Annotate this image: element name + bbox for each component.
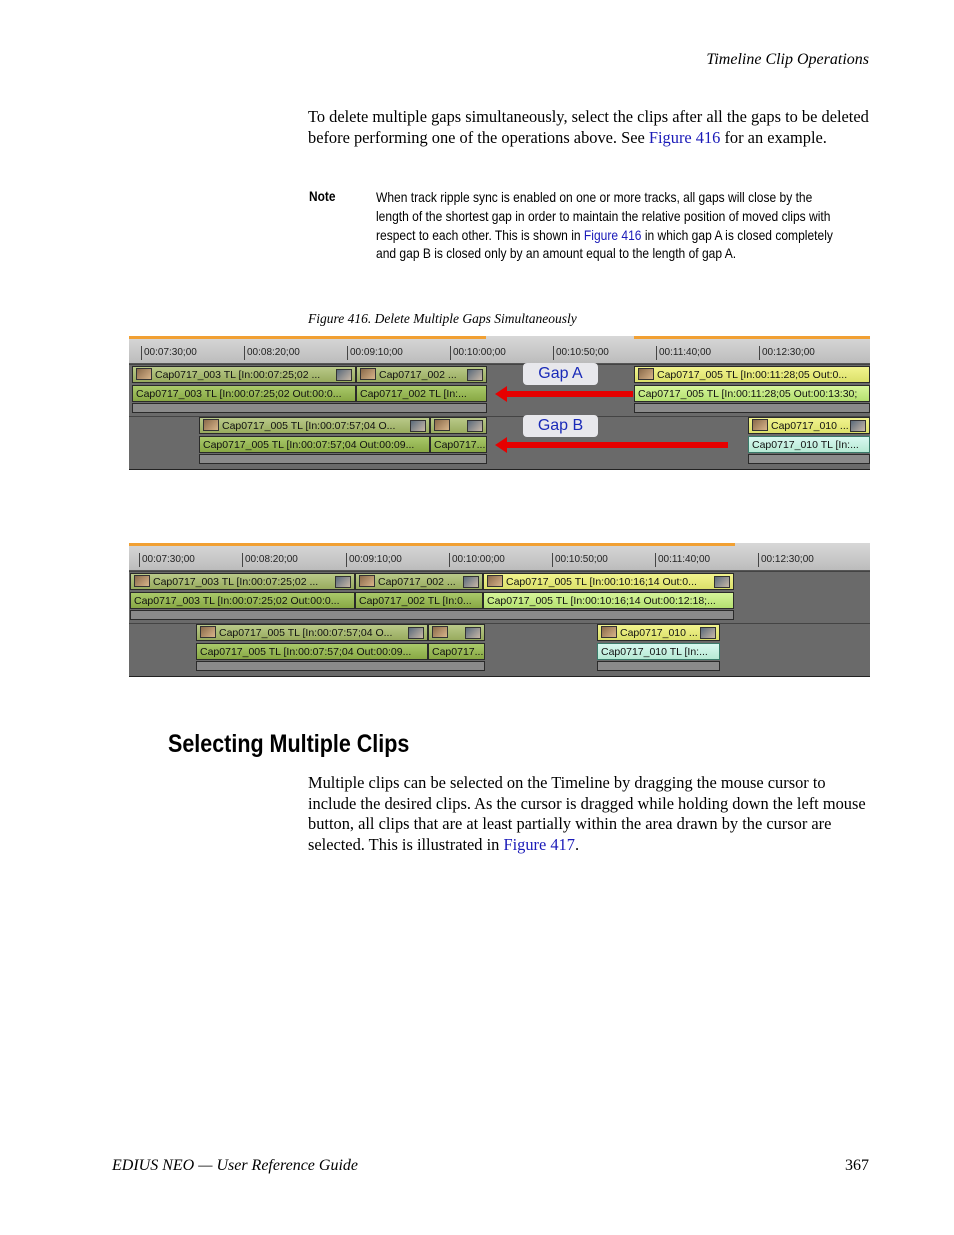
- clip-thumbnail-icon: [638, 368, 654, 380]
- clip-thumbnail-icon: [467, 369, 483, 381]
- running-header: Timeline Clip Operations: [706, 51, 869, 68]
- figure-417-link[interactable]: Figure 417: [503, 834, 575, 854]
- clip-video[interactable]: [428, 624, 485, 641]
- clip-video[interactable]: Cap0717_010 ...: [748, 417, 870, 434]
- gap-b-arrow-line: [505, 442, 728, 448]
- page-number: 367: [845, 1157, 869, 1174]
- clip-thumbnail-icon: [432, 626, 448, 638]
- clip-video[interactable]: Cap0717_003 TL [In:00:07:25;02 ...: [130, 573, 355, 590]
- clip-audio[interactable]: Cap0717_005 TL [In:00:07:57;04 Out:00:09...: [196, 643, 428, 660]
- figure-416-link[interactable]: Figure 416: [648, 127, 721, 147]
- clip-audio[interactable]: Cap0717...: [428, 643, 485, 660]
- note-text-1: When track ripple sync is enabled on one or more tracks, all gaps will close by the length of the shortest gap in order to maintain the relative position of moved clips with respect to each other. This is shown in: [376, 189, 831, 243]
- ruler-tick: 00:10:00;00: [450, 346, 506, 360]
- clip-thumbnail-icon: [463, 576, 479, 588]
- clip-thumbnail-icon: [359, 575, 375, 587]
- note-text: [376, 188, 840, 263]
- clip-audio[interactable]: Cap0717_005 TL [In:00:11:28;05 Out:00:13:30;: [634, 385, 870, 402]
- time-ruler: [129, 543, 870, 571]
- clip-thumbnail-icon: [752, 419, 768, 431]
- clip-thumbnail-icon: [203, 419, 219, 431]
- clip-bar: [597, 661, 720, 671]
- clip-thumbnail-icon: [601, 626, 617, 638]
- clip-bar: [634, 403, 870, 413]
- clip-thumbnail-icon: [410, 420, 426, 432]
- ruler-tick: 00:10:50;00: [552, 553, 608, 567]
- footer-title: EDIUS NEO — User Reference Guide: [112, 1157, 359, 1174]
- clip-thumbnail-icon: [465, 627, 481, 639]
- clip-audio[interactable]: Cap0717_005 TL [In:00:07:57;04 Out:00:09...: [199, 436, 430, 453]
- ruler-tick: 00:10:50;00: [553, 346, 609, 360]
- clip-thumbnail-icon: [408, 627, 424, 639]
- clip-bar: [748, 454, 870, 464]
- clip-video[interactable]: Cap0717_010 ...: [597, 624, 720, 641]
- clip-thumbnail-icon: [467, 420, 483, 432]
- clip-bar: [130, 610, 734, 620]
- intro-text-1: To delete multiple gaps simultaneously, select the clips after all the gaps to be deleted before performing one of the operations above. See: [308, 107, 869, 147]
- ruler-tick: 00:09:10;00: [346, 553, 402, 567]
- gap-b-label: Gap B: [523, 415, 598, 437]
- ruler-tick: 00:10:00;00: [449, 553, 505, 567]
- ruler-tick: 00:12:30;00: [759, 346, 815, 360]
- clip-video[interactable]: Cap0717_005 TL [In:00:07:57;04 O...: [196, 624, 428, 641]
- clip-video[interactable]: Cap0717_002 ...: [355, 573, 483, 590]
- clip-thumbnail-icon: [134, 575, 150, 587]
- clip-thumbnail-icon: [487, 575, 503, 587]
- clip-audio[interactable]: Cap0717...: [430, 436, 487, 453]
- clip-video[interactable]: Cap0717_002 ...: [356, 366, 487, 383]
- clip-video[interactable]: [430, 417, 487, 434]
- clip-audio[interactable]: Cap0717_002 TL [In:0...: [355, 592, 483, 609]
- gap-a-label: Gap A: [523, 363, 598, 385]
- ruler-tick: 00:08:20;00: [242, 553, 298, 567]
- ruler-tick: 00:12:30;00: [758, 553, 814, 567]
- clip-video[interactable]: Cap0717_005 TL [In:00:11:28;05 Out:0...: [634, 366, 870, 383]
- timeline-after: [129, 543, 870, 677]
- clip-bar: [196, 661, 485, 671]
- clip-video[interactable]: Cap0717_005 TL [In:00:07:57;04 O...: [199, 417, 430, 434]
- clip-thumbnail-icon: [434, 419, 450, 431]
- ruler-tick: 00:07:30;00: [139, 553, 195, 567]
- clip-video[interactable]: Cap0717_003 TL [In:00:07:25;02 ...: [132, 366, 356, 383]
- timeline-before: [129, 336, 870, 470]
- clip-thumbnail-icon: [335, 576, 351, 588]
- note-figure-416-link[interactable]: Figure 416: [583, 226, 642, 243]
- note-label: Note: [309, 188, 336, 204]
- clip-audio[interactable]: Cap0717_010 TL [In:...: [748, 436, 870, 453]
- section-heading: Selecting Multiple Clips: [168, 730, 410, 758]
- section-text-2: .: [574, 834, 580, 854]
- clip-audio[interactable]: Cap0717_010 TL [In:...: [597, 643, 720, 660]
- figure-caption: Figure 416. Delete Multiple Gaps Simultaneously: [308, 311, 577, 326]
- intro-text-2: for an example.: [720, 127, 827, 147]
- section-paragraph: [308, 773, 870, 855]
- ruler-tick: 00:11:40;00: [656, 346, 711, 360]
- clip-video[interactable]: Cap0717_005 TL [In:00:10:16;14 Out:0...: [483, 573, 734, 590]
- clip-audio[interactable]: Cap0717_005 TL [In:00:10:16;14 Out:00:12:18;...: [483, 592, 734, 609]
- ruler-tick: 00:08:20;00: [244, 346, 300, 360]
- clip-thumbnail-icon: [850, 420, 866, 432]
- intro-paragraph: [308, 107, 870, 148]
- clip-thumbnail-icon: [360, 368, 376, 380]
- clip-thumbnail-icon: [136, 368, 152, 380]
- time-ruler: [129, 336, 870, 364]
- clip-thumbnail-icon: [714, 576, 730, 588]
- clip-audio[interactable]: Cap0717_003 TL [In:00:07:25;02 Out:00:0...: [130, 592, 355, 609]
- clip-audio[interactable]: Cap0717_003 TL [In:00:07:25;02 Out:00:0...: [132, 385, 356, 402]
- ruler-tick: 00:09:10;00: [347, 346, 403, 360]
- clip-thumbnail-icon: [336, 369, 352, 381]
- clip-audio[interactable]: Cap0717_002 TL [In:...: [356, 385, 487, 402]
- gap-a-arrow-line: [505, 391, 633, 397]
- note-text-2: in which gap A is closed completely and gap B is closed only by an amount equal to the length of gap A.: [376, 226, 833, 262]
- clip-bar: [199, 454, 487, 464]
- ruler-tick: 00:07:30;00: [141, 346, 197, 360]
- clip-thumbnail-icon: [700, 627, 716, 639]
- section-text-1: Multiple clips can be selected on the Timeline by dragging the mouse cursor to include the desired clips. As the cursor is dragged while holding down the left mouse button, all clips that are at least partially within the area drawn by the cursor are selected. This is illustrated in: [308, 773, 866, 854]
- clip-bar: [132, 403, 487, 413]
- ruler-tick: 00:11:40;00: [655, 553, 710, 567]
- clip-thumbnail-icon: [200, 626, 216, 638]
